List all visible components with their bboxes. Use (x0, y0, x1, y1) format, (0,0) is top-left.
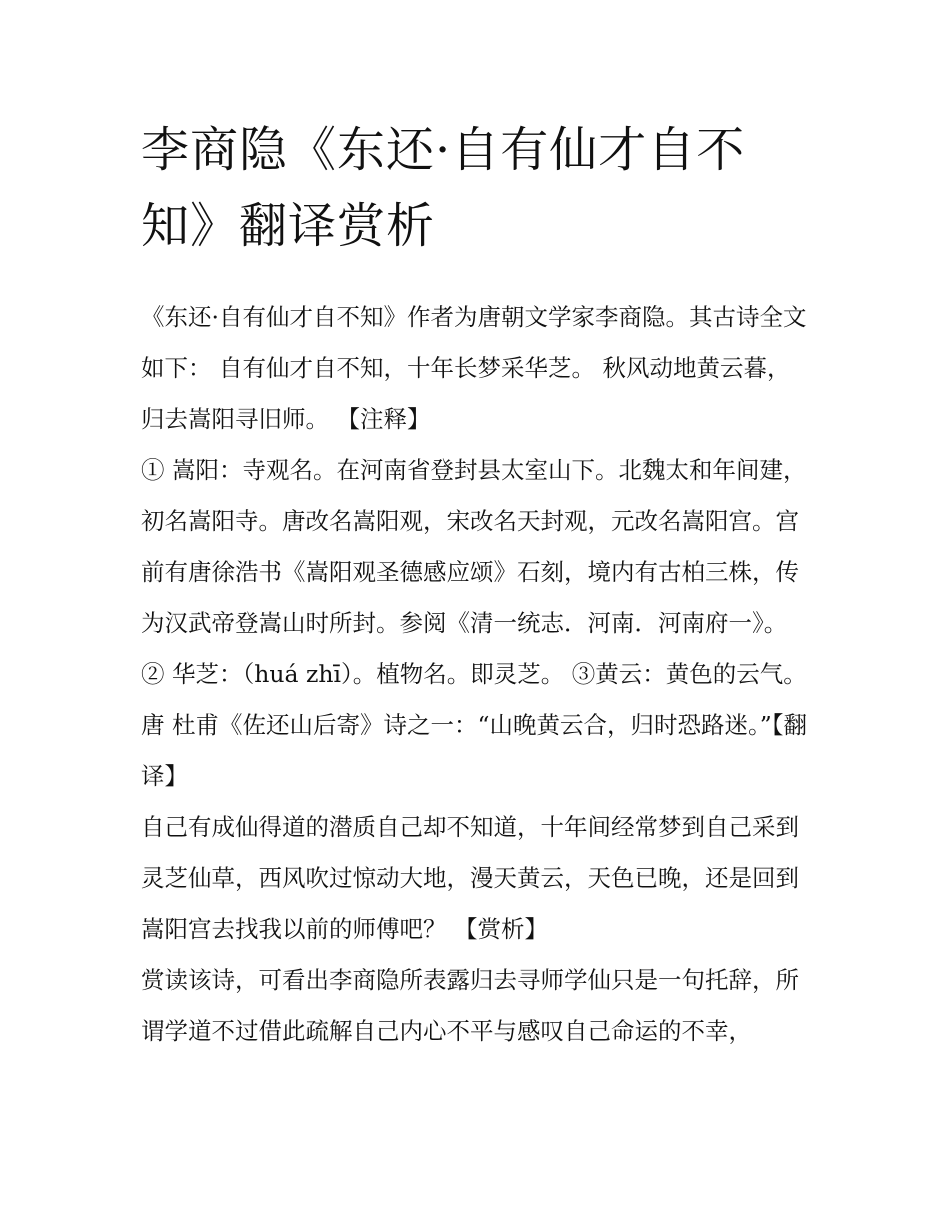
paragraph-translation: 自己有成仙得道的潜质自己却不知道，十年间经常梦到自己采到灵芝仙草，西风吹过惊动大地，漫天黄云，天色已晚，还是回到嵩阳宫去找我以前的师傅吧？ 【赏析】 (141, 813, 799, 943)
document-body (141, 292, 813, 1057)
document-page (141, 112, 813, 1057)
paragraph-note-songyang: ① 嵩阳：寺观名。在河南省登封县太室山下。北魏太和年间建，初名嵩阳寺。唐改名嵩阳观，宋改名天封观，元改名嵩阳宫。宫前有唐徐浩书《嵩阳观圣德感应颂》石刻，境内有古柏三株，传为汉武帝登嵩山时所封。参阅《清一统志．河南．河南府一》。 (141, 456, 807, 637)
document-title: 李商隐《东还·自有仙才自不知》翻译赏析 (141, 122, 746, 254)
paragraph-appreciation: 赏读该诗，可看出李商隐所表露归去寻师学仙只是一句托辞，所谓学道不过借此疏解自己内心不平与感叹自己命运的不幸， (141, 966, 799, 1045)
paragraph-intro-poem: 《东还·自有仙才自不知》作者为唐朝文学家李商隐。其古诗全文如下： 自有仙才自不知，十年长梦采华芝。 秋风动地黄云暮，归去嵩阳寻旧师。 【注释】 (141, 303, 807, 433)
paragraph-note-huazhi-huangyun: ② 华芝：（huá zhī）。植物名。即灵芝。 ③黄云：黄色的云气。唐 杜甫《佐还山后寄》诗之一：“山晚黄云合，归时恐路迷。”【翻译】 (141, 660, 807, 790)
